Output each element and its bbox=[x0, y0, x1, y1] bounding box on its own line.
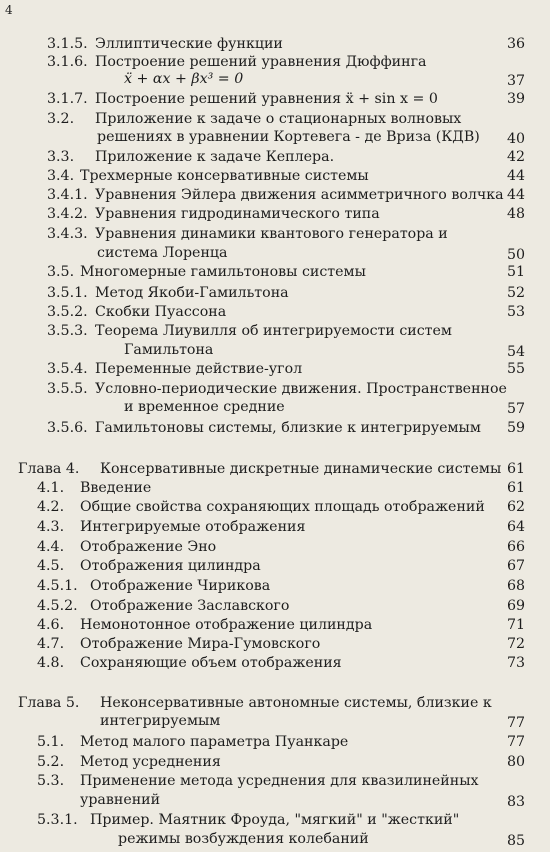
toc-entry-number: 5.1. bbox=[37, 734, 65, 750]
toc-entry-title-continued: уравнений bbox=[80, 792, 161, 808]
toc-entry-page: 52 bbox=[506, 285, 525, 301]
toc-entry bbox=[0, 538, 525, 555]
toc-entry-title: Отображение Мира-Гумовского bbox=[80, 636, 321, 652]
toc-entry-page: 42 bbox=[506, 149, 525, 165]
toc-entry-title: Многомерные гамильтоновы системы bbox=[80, 264, 366, 280]
toc-entry-title: Метод Якоби-Гамильтона bbox=[95, 285, 289, 301]
toc-entry-page: 72 bbox=[506, 636, 525, 652]
toc-entry-page: 77 bbox=[506, 715, 525, 731]
toc-entry-number: 3.1.7. bbox=[47, 91, 88, 107]
toc-entry-page: 57 bbox=[506, 401, 525, 417]
toc-entry-title: Условно-периодические движения. Пространственное bbox=[95, 381, 507, 397]
toc-entry-page: 80 bbox=[506, 754, 525, 770]
toc-entry bbox=[0, 733, 525, 750]
toc-entry-number: 3.4.3. bbox=[47, 226, 88, 242]
toc-entry-title: Интегрируемые отображения bbox=[80, 519, 306, 535]
toc-entry-number: 4.2. bbox=[37, 499, 65, 515]
toc-entry-title: Построение решений уравнения ẍ + sin x = 0 bbox=[95, 91, 438, 107]
toc-entry-number: Глава 4. bbox=[18, 461, 80, 477]
toc-entry bbox=[0, 53, 525, 89]
toc-entry bbox=[0, 322, 525, 360]
toc-entry-title: Отображения цилиндра bbox=[80, 558, 261, 574]
toc-entry-page: 53 bbox=[506, 304, 525, 320]
toc-entry-title: Общие свойства сохраняющих площадь отображений bbox=[80, 499, 485, 515]
toc-entry-title: Уравнения гидродинамического типа bbox=[95, 206, 380, 222]
toc-entry bbox=[0, 263, 525, 280]
toc-entry-number: 3.1.5. bbox=[47, 36, 88, 52]
toc-entry-title: Метод усреднения bbox=[80, 754, 221, 770]
toc-entry-number: 3.5.1. bbox=[47, 285, 88, 301]
toc-entry-page: 61 bbox=[506, 461, 525, 477]
toc-entry bbox=[0, 110, 525, 147]
toc-entry-number: Глава 5. bbox=[18, 695, 80, 711]
toc-entry-title: Теорема Лиувилля об интегрируемости систем bbox=[95, 323, 452, 339]
toc-entry-number: 3.3. bbox=[47, 149, 75, 165]
toc-entry-number: 3.5.4. bbox=[47, 361, 88, 377]
toc-entry bbox=[0, 460, 525, 477]
toc-entry-title: Приложение к задаче Кеплера. bbox=[95, 149, 335, 165]
toc-entry-title: Приложение к задаче о стационарных волновых bbox=[95, 111, 462, 127]
toc-entry-title: Применение метода усреднения для квазилинейных bbox=[80, 773, 479, 789]
toc-entry-number: 5.2. bbox=[37, 754, 65, 770]
toc-entry-number: 4.3. bbox=[37, 519, 65, 535]
toc-entry-page: 83 bbox=[506, 794, 525, 810]
toc-entry-title: Гамильтоновы системы, близкие к интегрируемым bbox=[95, 420, 481, 436]
toc-entry bbox=[0, 167, 525, 184]
toc-entry-title-continued: Гамильтона bbox=[124, 342, 214, 358]
toc-entry bbox=[0, 772, 525, 810]
toc-entry bbox=[0, 635, 525, 652]
toc-entry-page: 73 bbox=[506, 655, 525, 671]
toc-entry-title: Построение решений уравнения Дюффинга bbox=[95, 54, 427, 70]
toc-entry-page: 36 bbox=[506, 36, 525, 52]
toc-entry-page: 66 bbox=[506, 539, 525, 555]
toc-entry-page: 69 bbox=[506, 598, 525, 614]
toc-entry bbox=[0, 419, 525, 436]
toc-entry-title: Отображение Заславского bbox=[90, 598, 290, 614]
toc-entry-number: 4.6. bbox=[37, 617, 65, 633]
toc-entry bbox=[0, 284, 525, 301]
toc-entry bbox=[0, 35, 525, 52]
toc-entry-title: Сохраняющие объем отображения bbox=[80, 655, 342, 671]
toc-entry-number: 4.7. bbox=[37, 636, 65, 652]
toc-entry-number: 4.5.2. bbox=[37, 598, 78, 614]
toc-entry-title: Неконсервативные автономные системы, близкие к bbox=[100, 695, 492, 711]
toc-entry bbox=[0, 90, 525, 107]
toc-entry bbox=[0, 303, 525, 320]
toc-entry-number: 3.5. bbox=[47, 264, 75, 280]
toc-entry-number: 4.5.1. bbox=[37, 578, 78, 594]
toc-entry-page: 62 bbox=[506, 499, 525, 515]
toc-entry-title-continued: ẍ + αx + βx³ = 0 bbox=[124, 71, 244, 87]
toc-entry-page: 68 bbox=[506, 578, 525, 594]
toc-entry bbox=[0, 498, 525, 515]
toc-entry-number: 4.5. bbox=[37, 558, 65, 574]
toc-entry bbox=[0, 225, 525, 263]
toc-entry bbox=[0, 380, 525, 417]
toc-entry-number: 3.5.3. bbox=[47, 323, 88, 339]
toc-entry-page: 67 bbox=[506, 558, 525, 574]
toc-entry bbox=[0, 811, 525, 849]
toc-entry-title: Метод малого параметра Пуанкаре bbox=[80, 734, 349, 750]
toc-entry bbox=[0, 616, 525, 633]
toc-entry-number: 3.4.1. bbox=[47, 187, 88, 203]
toc-entry bbox=[0, 654, 525, 671]
toc-entry-page: 39 bbox=[506, 91, 525, 107]
toc-entry-title-continued: режимы возбуждения колебаний bbox=[118, 831, 369, 847]
toc-entry-page: 37 bbox=[506, 73, 525, 89]
toc-entry-page: 61 bbox=[506, 480, 525, 496]
toc-entry-number: 4.4. bbox=[37, 539, 65, 555]
toc-entry bbox=[0, 753, 525, 770]
toc-entry-number: 3.1.6. bbox=[47, 54, 88, 70]
toc-entry-page: 50 bbox=[506, 247, 525, 263]
toc-entry-page: 44 bbox=[506, 187, 525, 203]
toc-entry bbox=[0, 557, 525, 574]
toc-entry bbox=[0, 597, 525, 614]
toc-entry-page: 59 bbox=[506, 420, 525, 436]
toc-entry-page: 55 bbox=[506, 361, 525, 377]
toc-entry-title-continued: решениях в уравнении Кортевега - де Вриза (КДВ) bbox=[97, 129, 480, 145]
toc-entry-number: 3.4. bbox=[47, 168, 75, 184]
toc-entry-page: 77 bbox=[506, 734, 525, 750]
toc-entry-title-continued: система Лоренца bbox=[97, 245, 228, 261]
toc-entry-page: 40 bbox=[506, 131, 525, 147]
toc-entry-number: 3.2. bbox=[47, 111, 75, 127]
toc-entry-title: Введение bbox=[80, 480, 152, 496]
toc-entry-number: 4.8. bbox=[37, 655, 65, 671]
toc-entry-title: Консервативные дискретные динамические системы bbox=[100, 461, 502, 477]
toc-entry-title: Трехмерные консервативные системы bbox=[80, 168, 369, 184]
toc-entry-number: 5.3.1. bbox=[37, 812, 78, 828]
toc-entry-page: 51 bbox=[506, 264, 525, 280]
toc-entry-page: 54 bbox=[506, 344, 525, 360]
toc-entry-page: 64 bbox=[506, 519, 525, 535]
toc-entry-page: 44 bbox=[506, 168, 525, 184]
toc-entry-title: Эллиптические функции bbox=[95, 36, 283, 52]
toc-entry-title-continued: интегрируемым bbox=[100, 713, 221, 729]
toc-entry-title: Переменные действие-угол bbox=[95, 361, 303, 377]
toc-entry-title: Скобки Пуассона bbox=[95, 304, 227, 320]
toc-entry bbox=[0, 518, 525, 535]
toc-entry-page: 48 bbox=[506, 206, 525, 222]
page-number: 4 bbox=[5, 3, 13, 17]
toc-entry-number: 4.1. bbox=[37, 480, 65, 496]
toc-entry-page: 85 bbox=[506, 833, 525, 849]
toc-entry bbox=[0, 186, 525, 203]
toc-entry-title: Уравнения динамики квантового генератора и bbox=[95, 226, 448, 242]
toc-entry-number: 3.5.6. bbox=[47, 420, 88, 436]
toc-entry-title: Уравнения Эйлера движения асимметричного волчка bbox=[95, 187, 504, 203]
toc-entry-page: 71 bbox=[506, 617, 525, 633]
toc-entry-title-continued: и временное средние bbox=[124, 399, 285, 415]
toc-entry bbox=[0, 479, 525, 496]
toc-entry bbox=[0, 205, 525, 222]
toc-entry-number: 3.4.2. bbox=[47, 206, 88, 222]
toc-entry-title: Пример. Маятник Фроуда, "мягкий" и "жесткий" bbox=[90, 812, 460, 828]
toc-entry bbox=[0, 360, 525, 377]
toc-entry bbox=[0, 694, 525, 731]
toc-entry-number: 3.5.2. bbox=[47, 304, 88, 320]
toc-entry-title: Отображение Чирикова bbox=[90, 578, 271, 594]
toc-entry-title: Немонотонное отображение цилиндра bbox=[80, 617, 373, 633]
toc-entry-number: 3.5.5. bbox=[47, 381, 88, 397]
toc-entry bbox=[0, 577, 525, 594]
toc-entry-number: 5.3. bbox=[37, 773, 65, 789]
toc-entry-title: Отображение Эно bbox=[80, 539, 217, 555]
toc-entry bbox=[0, 148, 525, 165]
